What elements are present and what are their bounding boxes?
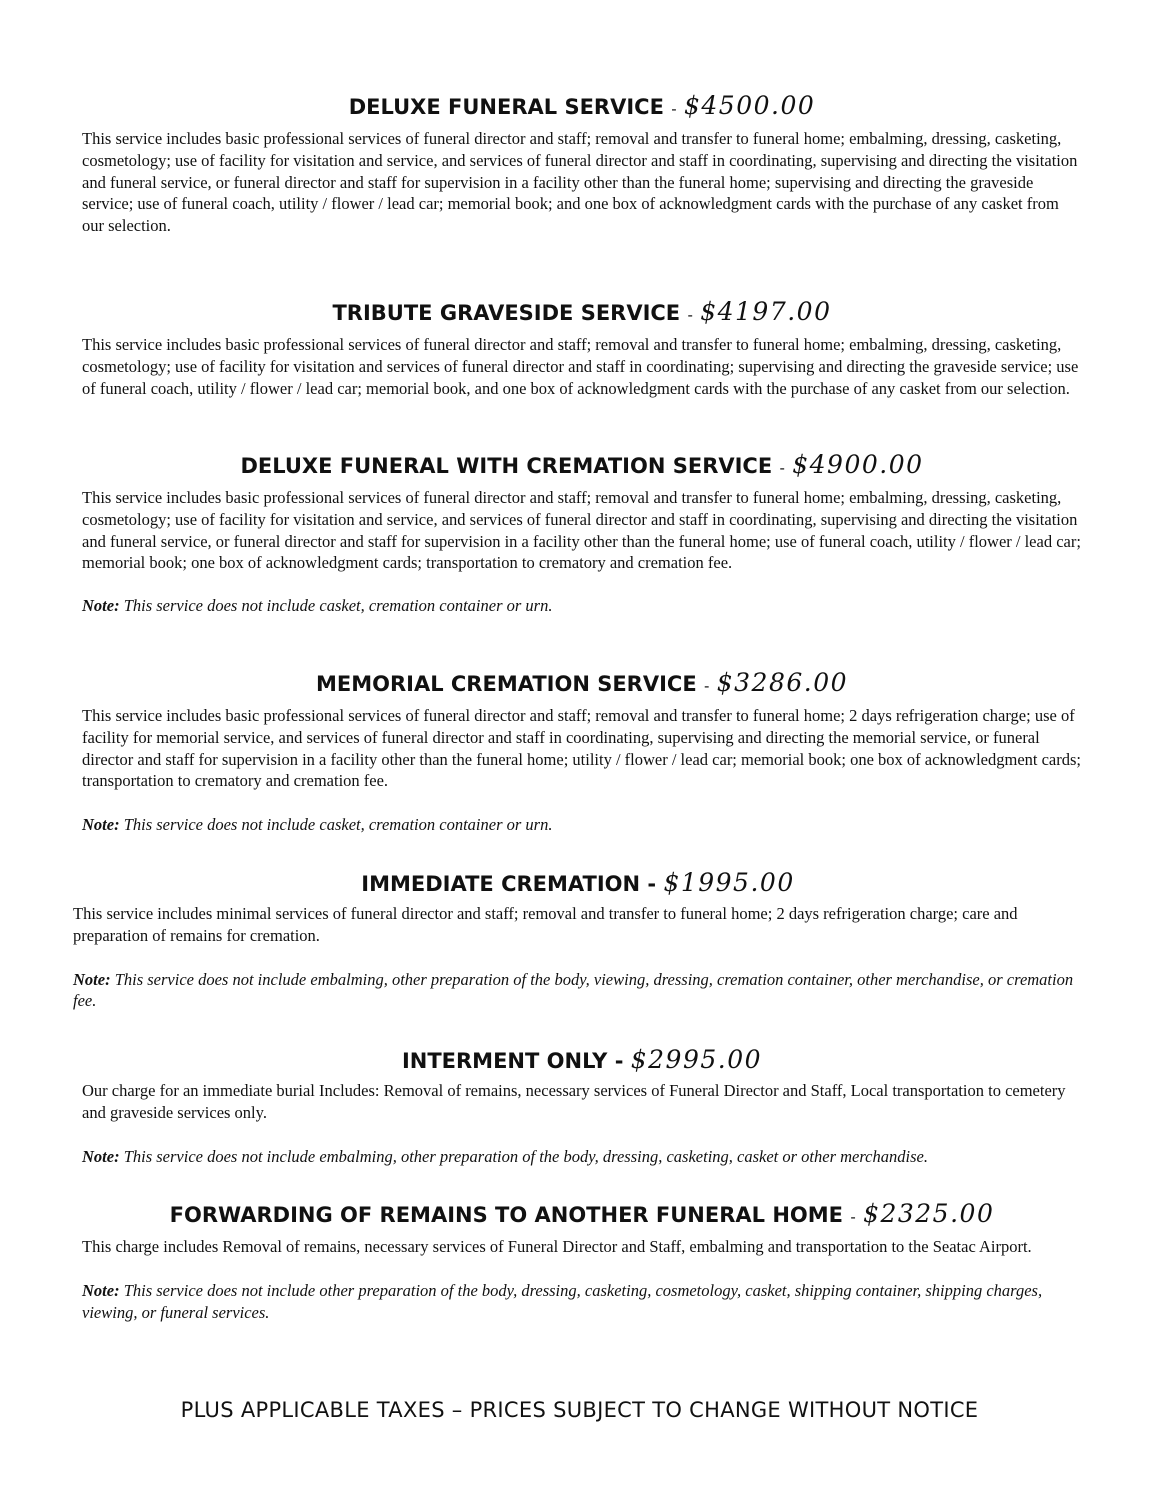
service-title: TRIBUTE GRAVESIDE SERVICE: [332, 301, 681, 325]
service-heading: [82, 450, 1082, 483]
service-price: $4900.00: [792, 450, 924, 479]
service-description: This service includes minimal services of funeral director and staff; removal and transfer to funeral home; 2 days refrigeration charge; care and preparation of remains for cremation.: [73, 904, 1018, 945]
service-tribute-graveside: [82, 297, 1082, 399]
note-label: Note:: [82, 1146, 120, 1166]
service-title: INTERMENT ONLY: [401, 1049, 608, 1073]
service-deluxe-funeral-cremation: [82, 450, 1082, 617]
service-title: DELUXE FUNERAL SERVICE: [348, 95, 664, 119]
service-memorial-cremation: [82, 668, 1082, 836]
note-text: This service does not include casket, cremation container or urn.: [123, 596, 553, 616]
service-price: $2325.00: [863, 1199, 995, 1228]
service-heading: [82, 668, 1082, 701]
service-note: [82, 814, 1082, 836]
service-heading: [82, 91, 1082, 124]
service-immediate-cremation: [73, 868, 1083, 1012]
title-dash: -: [850, 1208, 856, 1226]
service-heading: [73, 868, 1083, 899]
title-dash: -: [614, 1049, 624, 1073]
note-label: Note:: [82, 596, 120, 616]
note-label: Note:: [82, 815, 120, 835]
note-text: This service does not include embalming, other preparation of the body, viewing, dressing, cremation container, other merchandise, or cremation fee.: [73, 969, 1074, 1011]
note-text: This service does not include casket, cremation container or urn.: [123, 815, 553, 835]
service-description: This service includes basic professional services of funeral director and staff; removal and transfer to funeral home; 2 days refrigeration charge; use of facility for memorial service, and services of funeral director and staff in coordinating, supervising and directing the memorial service, or funeral director and staff for supervision in a facility other than the funeral home; utility / flower / lead car; memorial book; one box of acknowledgment cards; transportation to crematory and cremation fee.: [82, 706, 1082, 791]
service-forwarding-remains: [82, 1199, 1082, 1323]
note-label: Note:: [82, 1280, 120, 1300]
service-title: IMMEDIATE CREMATION: [361, 872, 641, 896]
service-price: $1995.00: [663, 868, 795, 897]
service-description: This service includes basic professional services of funeral director and staff; removal and transfer to funeral home; embalming, dressing, casketing, cosmetology; use of facility for visitation and service, and services of funeral director and staff in coordinating, supervising and directing the visitation and funeral service, or funeral director and staff for supervision in a facility other than the funeral home; use of funeral coach, utility / flower / lead car; memorial book; one box of acknowledgment cards; transportation to crematory and cremation fee.: [82, 488, 1081, 573]
title-dash: -: [704, 677, 710, 695]
service-price: $3286.00: [716, 668, 849, 697]
service-price: $4500.00: [683, 91, 816, 120]
service-note: [82, 1280, 1082, 1324]
note-label: Note:: [73, 969, 111, 989]
service-interment-only: [82, 1045, 1082, 1167]
note-text: This service does not include other preparation of the body, dressing, casketing, cosmetology, casket, shipping container, shipping charges, viewing, or funeral services.: [82, 1280, 1043, 1322]
title-dash: -: [647, 872, 657, 896]
title-dash: -: [687, 306, 693, 324]
service-description: This charge includes Removal of remains, necessary services of Funeral Director and Staff, embalming and transportation to the Seatac Airport.: [82, 1237, 1032, 1256]
note-text: This service does not include embalming, other preparation of the body, dressing, casketing, casket or other merchandise.: [123, 1146, 928, 1166]
service-description: Our charge for an immediate burial Includes: Removal of remains, necessary services of Funeral Director and Staff, Local transportation to cemetery and graveside services only.: [82, 1081, 1066, 1122]
service-deluxe-funeral: [82, 91, 1082, 237]
service-price: $2995.00: [630, 1045, 763, 1074]
service-note: [73, 969, 1083, 1013]
title-dash: -: [671, 100, 677, 118]
service-note: [82, 595, 1082, 617]
service-heading: [82, 1045, 1082, 1076]
service-heading: [82, 1199, 1082, 1232]
service-title: DELUXE FUNERAL WITH CREMATION SERVICE: [240, 454, 773, 478]
title-dash: -: [779, 459, 785, 477]
service-title: FORWARDING OF REMAINS TO ANOTHER FUNERAL HOME: [169, 1203, 844, 1227]
service-title: MEMORIAL CREMATION SERVICE: [315, 672, 697, 696]
service-description: This service includes basic professional services of funeral director and staff; removal and transfer to funeral home; embalming, dressing, casketing, cosmetology; use of facility for visitation and service, and services of funeral director and staff in coordinating, supervising and directing the visitation and funeral service, or funeral director and staff for supervision in a facility other than the funeral home; supervising and directing the graveside service; use of funeral coach, utility / flower / lead car; memorial book; and one box of acknowledgment cards with the purchase of any casket from our selection.: [82, 129, 1078, 236]
footer-disclaimer: PLUS APPLICABLE TAXES – PRICES SUBJECT TO CHANGE WITHOUT NOTICE: [180, 1398, 979, 1422]
service-heading: [82, 297, 1082, 330]
service-note: [82, 1146, 1082, 1168]
service-description: This service includes basic professional services of funeral director and staff; removal and transfer to funeral home; embalming, dressing, casketing, cosmetology; use of facility for visitation and services of funeral director and staff in coordinating; supervising and directing the graveside service; use of funeral coach, utility / flower / lead car; memorial book, and one box of acknowledgment cards with the purchase of any casket from our selection.: [82, 335, 1079, 398]
service-price: $4197.00: [700, 297, 832, 326]
